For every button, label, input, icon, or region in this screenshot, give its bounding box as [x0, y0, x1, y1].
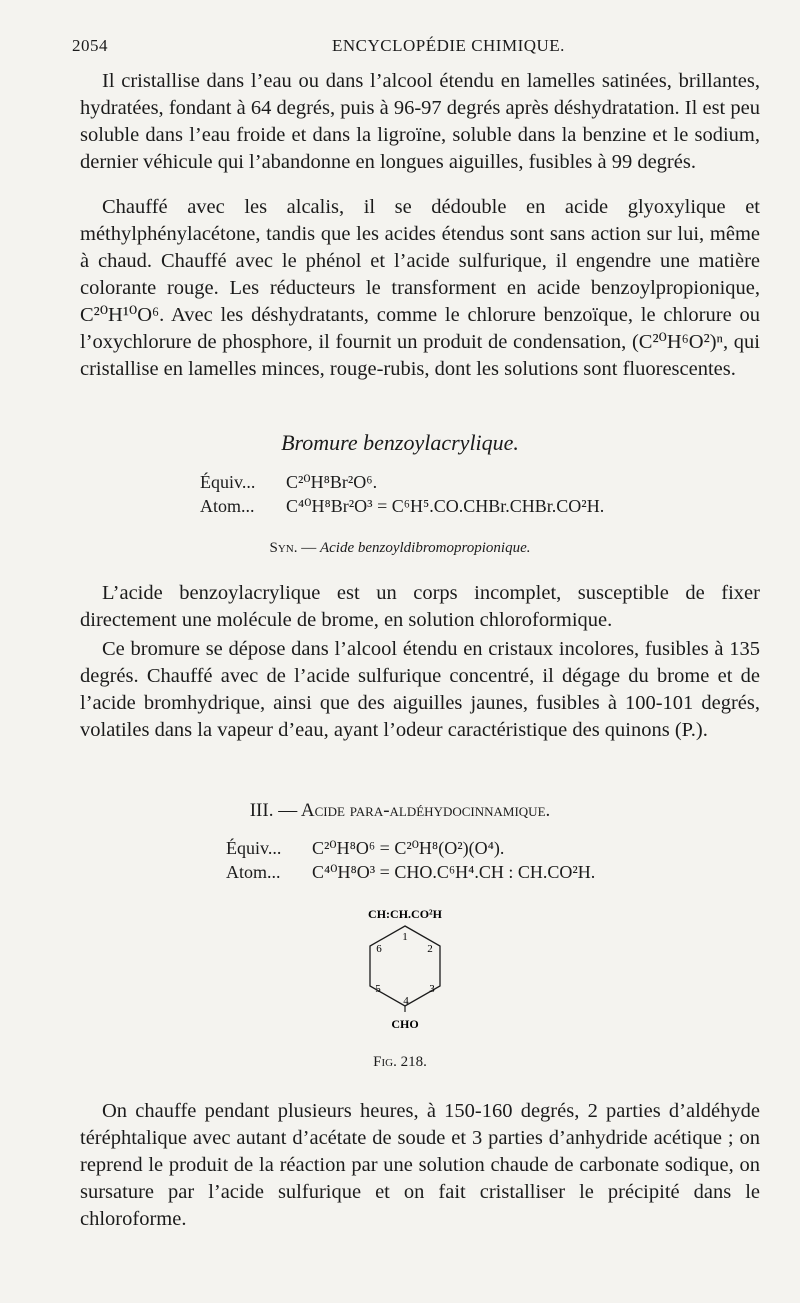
equiv-formula: C²⁰H⁸Br²O⁶. — [286, 472, 378, 492]
syn-text: Acide benzoyldibromopropionique. — [319, 540, 531, 556]
paragraph-5-text: On chauffe pendant plusieurs heures, à 150-160 degrés, 2 parties d’aldéhyde téréphtalique avec autant d’acétate de soude et 3 parties d’anhydride acétique ; on reprend le produit de la réaction par une solution chaude de carbonate sodique, on sursature par l’acide sulfurique et on fait cristalliser le précipité dans le chloroforme. — [80, 1100, 760, 1230]
atom-formula: C⁴⁰H⁸Br²O³ = C⁶H⁵.CO.CHBr.CHBr.CO²H. — [286, 496, 605, 516]
position-5: 5 — [375, 983, 381, 995]
section-title: III. — Acide para-aldéhydocinnamique. — [249, 800, 551, 821]
paragraph-3-text: L’acide benzoylacrylique est un corps incomplet, susceptible de fixer directement une molécule de brome, en solution chloroformique. — [80, 582, 760, 631]
atom-formula: C⁴⁰H⁸O³ = CHO.C⁶H⁴.CH : CH.CO²H. — [312, 862, 596, 882]
paragraph-2-text: Chauffé avec les alcalis, il se dédouble en acide glyoxylique et méthylphénylacétone, tandis que les acides étendus sont sans action sur lui, même à chaud. Chauffé avec le phénol et l’acide sulfurique, il engendre une matière colorante rouge. Les réducteurs le transforment en acide benzoylpropionique, C²⁰H¹⁰O⁶. Avec les déshydratants, comme le chlorure benzoïque, le chlorure ou l’oxychlorure de phosphore, il fournit un produit de condensation, (C²⁰H⁶O²)ⁿ, qui cristallise en lamelles minces, rouge-rubis, dont les solutions sont fluorescentes. — [80, 196, 760, 380]
bromure-equiv-line — [200, 470, 377, 494]
position-6: 6 — [376, 943, 382, 955]
position-3: 3 — [429, 983, 435, 995]
bromure-title: Bromure benzoylacrylique. — [281, 430, 519, 455]
atom-label: Atom... — [226, 862, 281, 882]
paragraph-3 — [80, 580, 760, 634]
figure-caption: Fig. 218. — [373, 1054, 427, 1070]
paragraph-4 — [80, 636, 760, 744]
top-substituent-label: CH:CH.CO²H — [368, 907, 442, 921]
bromure-atom-line — [200, 494, 604, 518]
page-number: 2054 — [72, 36, 108, 55]
paragraph-4-text: Ce bromure se dépose dans l’alcool étendu en cristaux incolores, fusibles à 135 degrés. Chauffé avec de l’acide sulfurique concentré, il dégage du brome et de l’acide bromhydrique, ainsi que des aiguilles jaunes, fusibles à 100-101 degrés, volatiles dans la vapeur d’eau, ayant l’odeur caractéristique des quinons (P.). — [80, 638, 760, 741]
atom-label: Atom... — [200, 496, 255, 516]
benzene-ring-figure — [340, 900, 480, 1040]
paragraph-5 — [80, 1098, 760, 1233]
paragraph-1-text: Il cristallise dans l’eau ou dans l’alcool étendu en lamelles satinées, brillantes, hydratées, fondant à 64 degrés, puis à 96-97 degrés après déshydratation. Il est peu soluble dans l’eau froide et dans la ligroïne, soluble dans la benzine et le sodium, dernier véhicule qui l’abandonne en longues aiguilles, fusibles à 99 degrés. — [80, 70, 760, 173]
position-2: 2 — [427, 943, 433, 955]
synonym-line — [0, 540, 800, 557]
position-1: 1 — [402, 931, 408, 943]
section-atom-line — [226, 860, 595, 884]
equiv-formula: C²⁰H⁸O⁶ = C²⁰H⁸(O²)(O⁴). — [312, 838, 505, 858]
paragraph-2 — [80, 194, 760, 383]
paragraph-1 — [80, 68, 760, 176]
equiv-label: Équiv... — [226, 838, 282, 858]
section-equiv-line — [226, 836, 504, 860]
syn-label: Syn. — — [269, 540, 317, 556]
equiv-label: Équiv... — [200, 472, 256, 492]
bottom-substituent-label: CHO — [391, 1017, 419, 1031]
running-title: ENCYCLOPÉDIE CHIMIQUE. — [332, 36, 565, 55]
position-4: 4 — [403, 995, 409, 1007]
